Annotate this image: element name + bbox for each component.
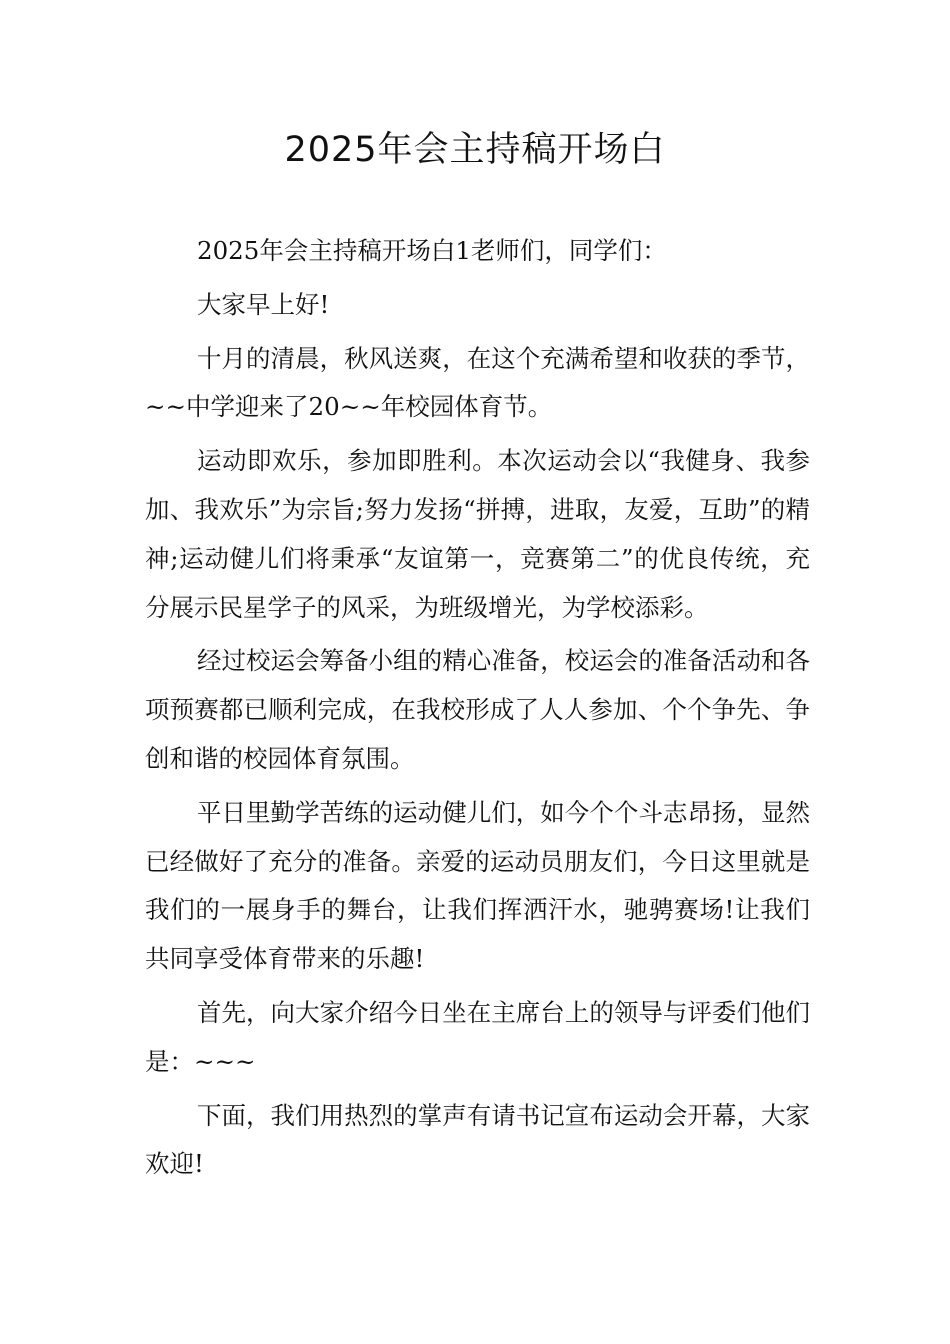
document-body	[145, 227, 810, 1189]
document-title: 2025年会主持稿开场白	[284, 130, 666, 170]
paragraph-2: 大家早上好!	[197, 289, 330, 319]
paragraph-7: 首先，向大家介绍今日坐在主席台上的领导与评委们他们是：~~~	[145, 997, 810, 1076]
paragraph-4: 运动即欢乐，参加即胜利。本次运动会以“我健身、我参加、我欢乐”为宗旨;努力发扬“拼搏，进取，友爱，互助”的精神;运动健儿们将秉承“友谊第一，竞赛第二”的优良传统，充分展示民星学子的风采，为班级增光，为学校添彩。	[145, 446, 810, 622]
paragraph-5: 经过校运会筹备小组的精心准备，校运会的准备活动和各项预赛都已顺利完成，在我校形成了人人参加、个个争先、争创和谐的校园体育氛围。	[145, 646, 810, 773]
paragraph-6: 平日里勤学苦练的运动健儿们，如今个个斗志昂扬，显然已经做好了充分的准备。亲爱的运动员朋友们，今日这里就是我们的一展身手的舞台，让我们挥洒汗水，驰骋赛场!让我们共同享受体育带来的乐趣!	[145, 797, 810, 974]
paragraph-3: 十月的清晨，秋风送爽，在这个充满希望和收获的季节，~~中学迎来了20~~年校园体育节。	[145, 343, 810, 422]
paragraph-8: 下面，我们用热烈的掌声有请书记宣布运动会开幕，大家欢迎!	[145, 1100, 810, 1179]
paragraph-1: 2025年会主持稿开场白1老师们，同学们：	[197, 236, 667, 265]
